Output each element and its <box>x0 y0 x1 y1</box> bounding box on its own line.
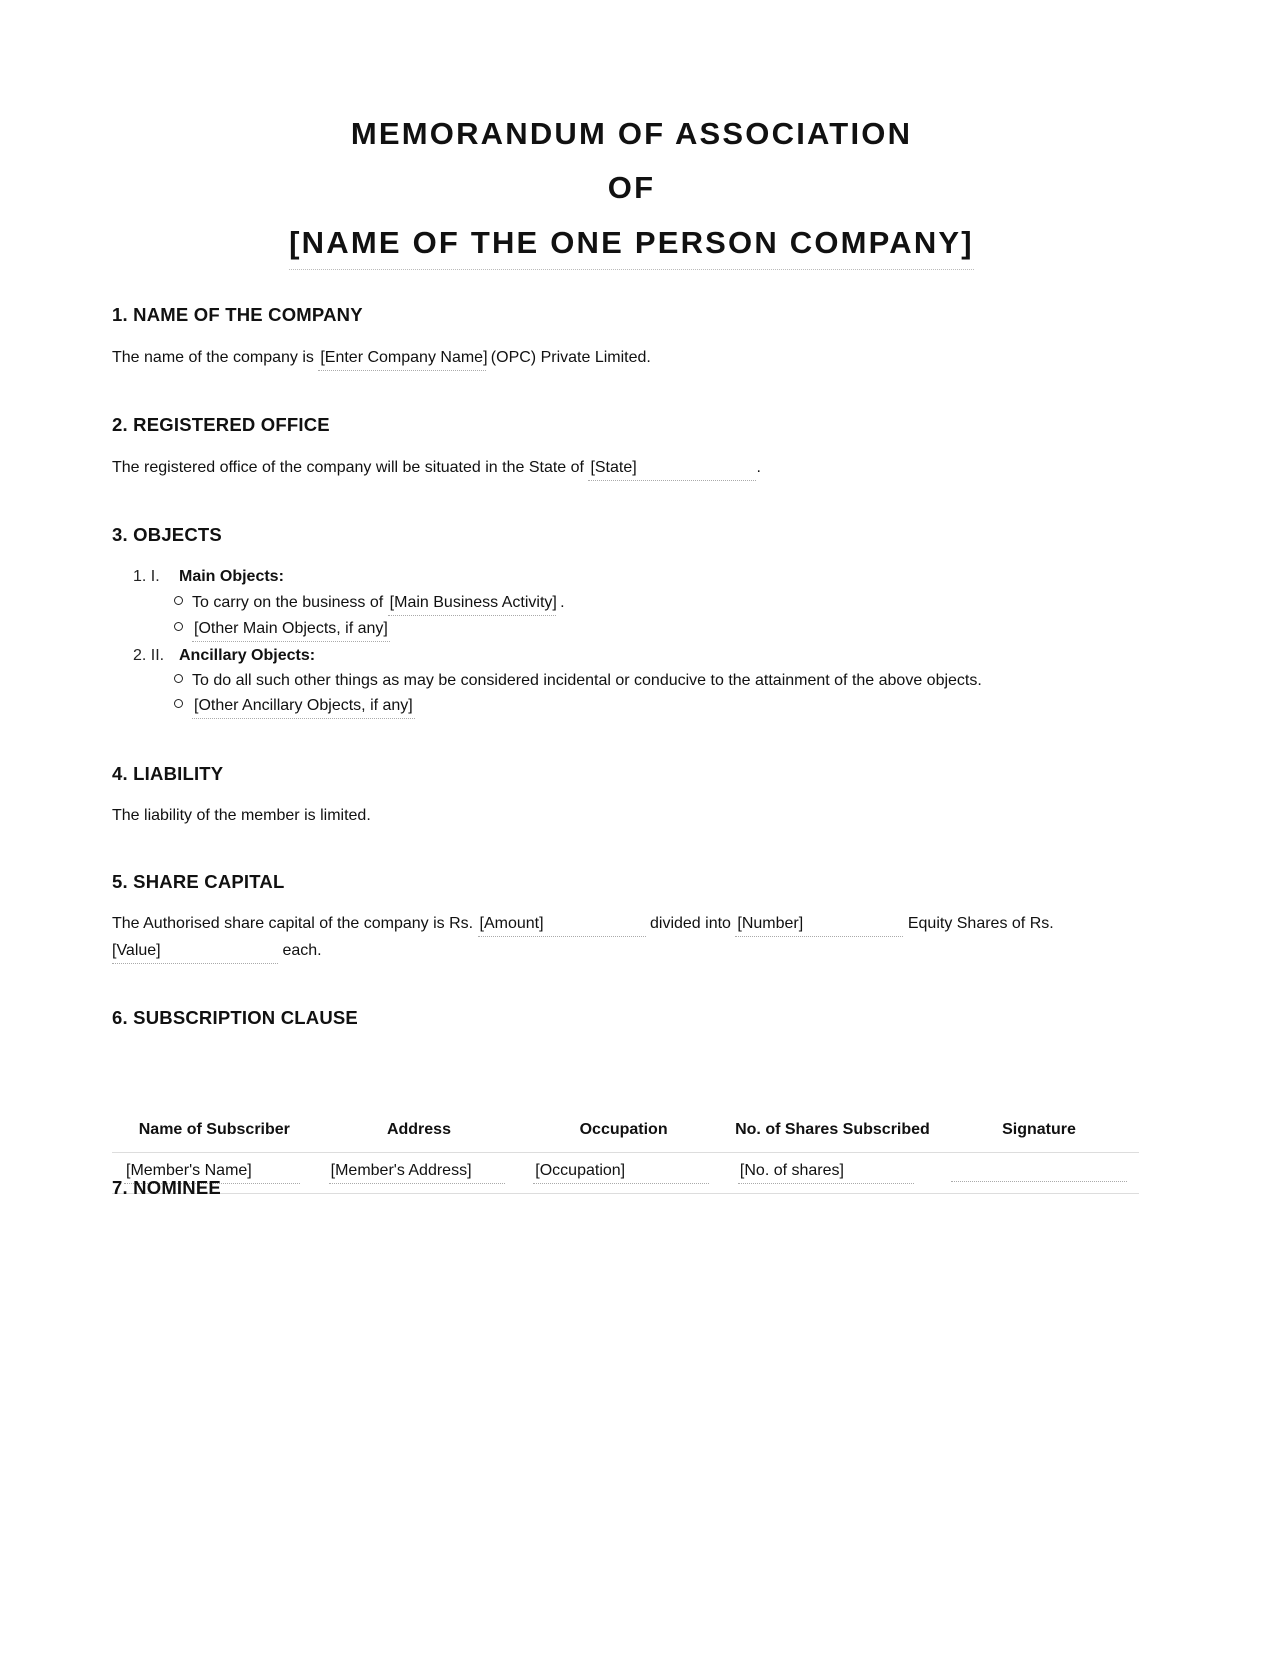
list-item: To do all such other things as may be considered incidental or conducive to the attainment of the above objects. <box>174 672 982 690</box>
company-name-field[interactable]: [Enter Company Name] <box>318 349 486 371</box>
section-heading-office: 2. REGISTERED OFFICE <box>112 414 330 435</box>
shares-subscribed-field[interactable]: [No. of shares] <box>738 1162 914 1184</box>
section-heading-objects: 3. OBJECTS <box>112 524 222 545</box>
section-heading-nominee: 7. NOMINEE <box>112 1177 221 1198</box>
liability-paragraph: The liability of the member is limited. <box>112 807 371 824</box>
share-capital-paragraph-line2: [Value] each. <box>112 942 322 964</box>
occupation-field[interactable]: [Occupation] <box>533 1162 709 1184</box>
signature-field[interactable] <box>951 1159 1127 1182</box>
bullet-icon <box>174 674 183 683</box>
section-heading-liability: 4. LIABILITY <box>112 763 224 784</box>
state-field[interactable]: [State] <box>588 459 756 481</box>
column-header: No. of Shares Subscribed <box>726 1108 939 1153</box>
bullet-icon <box>174 699 183 708</box>
ancillary-objects-heading: 2. II. Ancillary Objects: <box>133 647 316 664</box>
number-of-shares-field[interactable]: [Number] <box>735 915 903 937</box>
section-heading-name: 1. NAME OF THE COMPANY <box>112 304 363 325</box>
table-header-row <box>112 1108 1139 1153</box>
other-main-objects-field[interactable]: [Other Main Objects, if any] <box>192 620 390 642</box>
company-name-title-field[interactable]: [NAME OF THE ONE PERSON COMPANY] <box>289 227 974 270</box>
column-header: Address <box>317 1108 522 1153</box>
list-item <box>174 620 390 642</box>
member-address-field[interactable]: [Member's Address] <box>329 1162 505 1184</box>
share-value-field[interactable]: [Value] <box>112 942 278 964</box>
other-ancillary-objects-field[interactable]: [Other Ancillary Objects, if any] <box>192 697 415 719</box>
amount-field[interactable]: [Amount] <box>478 915 646 937</box>
main-business-activity-field[interactable]: [Main Business Activity] <box>388 594 556 616</box>
registered-office-paragraph: The registered office of the company will be situated in the State of [State] . <box>112 459 761 481</box>
main-objects-heading: 1. I. Main Objects: <box>133 568 284 585</box>
company-name-paragraph: The name of the company is [Enter Company Name] (OPC) Private Limited. <box>112 349 651 371</box>
list-item <box>174 697 415 719</box>
section-heading-capital: 5. SHARE CAPITAL <box>112 871 285 892</box>
bullet-icon <box>174 622 183 631</box>
bullet-icon <box>174 596 183 605</box>
list-item: To carry on the business of [Main Business Activity] . <box>174 594 565 616</box>
subscription-table <box>112 1108 1139 1194</box>
column-header: Occupation <box>521 1108 726 1153</box>
table-row <box>112 1153 1139 1194</box>
section-heading-subscription: 6. SUBSCRIPTION CLAUSE <box>112 1007 358 1028</box>
column-header: Signature <box>939 1108 1139 1153</box>
column-header: Name of Subscriber <box>112 1108 317 1153</box>
share-capital-paragraph-line1: The Authorised share capital of the company is Rs. [Amount] divided into [Number] Equity Shares of Rs. <box>112 915 1054 937</box>
member-name-field[interactable]: [Member's Name] <box>124 1162 300 1184</box>
title-line-2: OF <box>607 170 656 205</box>
title-line-1: MEMORANDUM OF ASSOCIATION <box>350 116 913 151</box>
